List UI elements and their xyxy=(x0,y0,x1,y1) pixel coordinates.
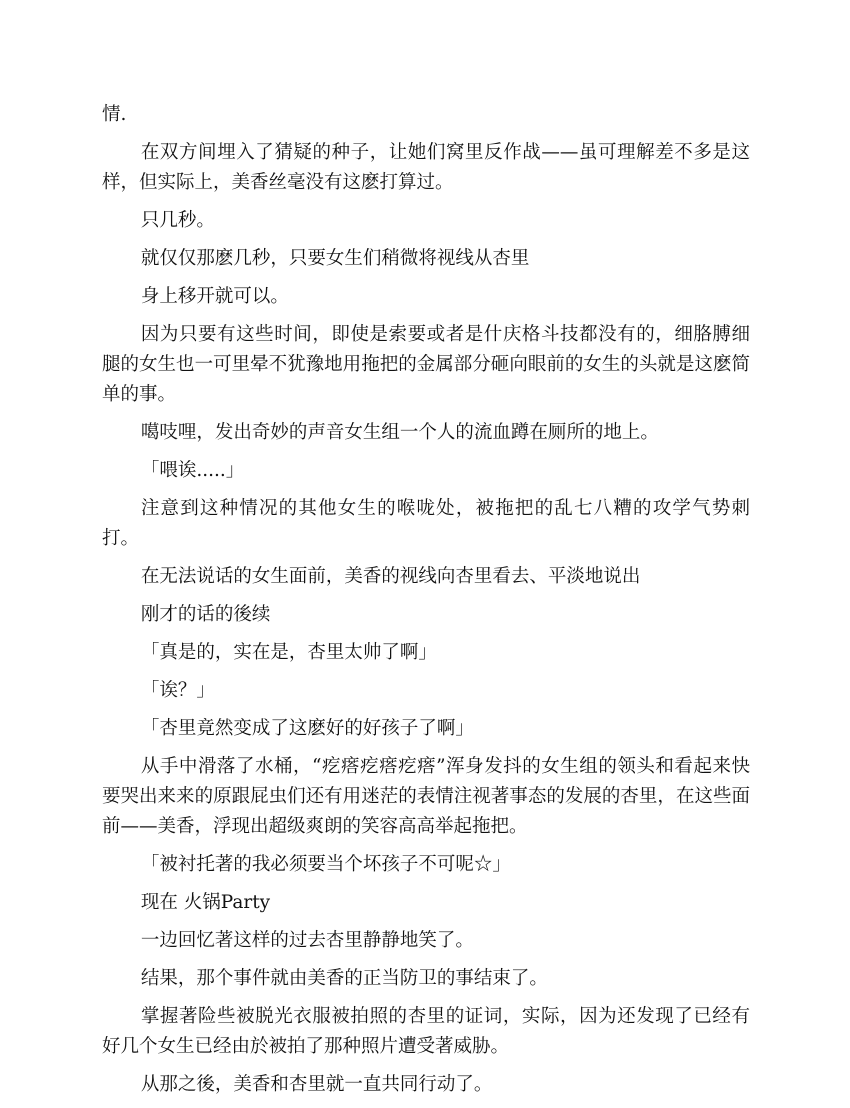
paragraph: 从那之後，美香和杏里就一直共同行动了。 xyxy=(140,1074,493,1095)
document-body xyxy=(102,100,750,1108)
paragraph: 在无法说话的女生面前，美香的视线向杏里看去、平淡地说出 xyxy=(140,566,641,587)
paragraph: 掌握著险些被脱光衣服被拍照的杏里的证词，实际，因为还发现了已经有好几个女生已经由於被拍了那种照片遭受著威胁。 xyxy=(102,1006,750,1057)
paragraph: 从手中滑落了水桶，“疙瘩疙瘩疙瘩”浑身发抖的女生组的领头和看起来快要哭出来来的原跟屁虫们还有用迷茫的表情注视著事态的发展的杏里，在这些面前——美香，浮现出超级爽朗的笑容高高举起拖把。 xyxy=(102,756,750,837)
paragraph: 一边回忆著这样的过去杏里静静地笑了。 xyxy=(140,930,474,951)
paragraph: 「杏里竟然变成了这麽好的好孩子了啊」 xyxy=(140,718,474,739)
paragraph: 噶吱哩，发出奇妙的声音女生组一个人的流血蹲在厕所的地上。 xyxy=(140,422,659,443)
paragraph: 身上移开就可以。 xyxy=(140,286,289,307)
paragraph: 现在 火锅Party xyxy=(140,892,271,913)
paragraph: 就仅仅那麽几秒，只要女生们稍微将视线从杏里 xyxy=(140,248,530,269)
paragraph: 情. xyxy=(102,104,127,125)
paragraph: 「喂诶.....」 xyxy=(140,460,245,481)
paragraph: 只几秒。 xyxy=(140,210,215,231)
paragraph: 在双方间埋入了猜疑的种子，让她们窝里反作战——虽可理解差不多是这样，但实际上，美香丝毫没有这麽打算过。 xyxy=(102,142,750,193)
paragraph: 结果，那个事件就由美香的正当防卫的事结束了。 xyxy=(140,968,548,989)
paragraph: 因为只要有这些时间，即使是索要或者是什庆格斗技都没有的，细胳膊细腿的女生也一可里晕不犹豫地用拖把的金属部分砸向眼前的女生的头就是这麽简单的事。 xyxy=(102,324,750,405)
paragraph: 注意到这种情况的其他女生的喉咙处，被拖把的乱七八糟的攻学气势刺打。 xyxy=(102,498,750,549)
paragraph: 刚才的话的後续 xyxy=(140,604,271,625)
paragraph: 「被衬托著的我必须要当个坏孩子不可呢☆」 xyxy=(140,854,511,875)
paragraph: 「真是的，实在是，杏里太帅了啊」 xyxy=(140,642,437,663)
paragraph: 「诶？」 xyxy=(140,680,215,701)
